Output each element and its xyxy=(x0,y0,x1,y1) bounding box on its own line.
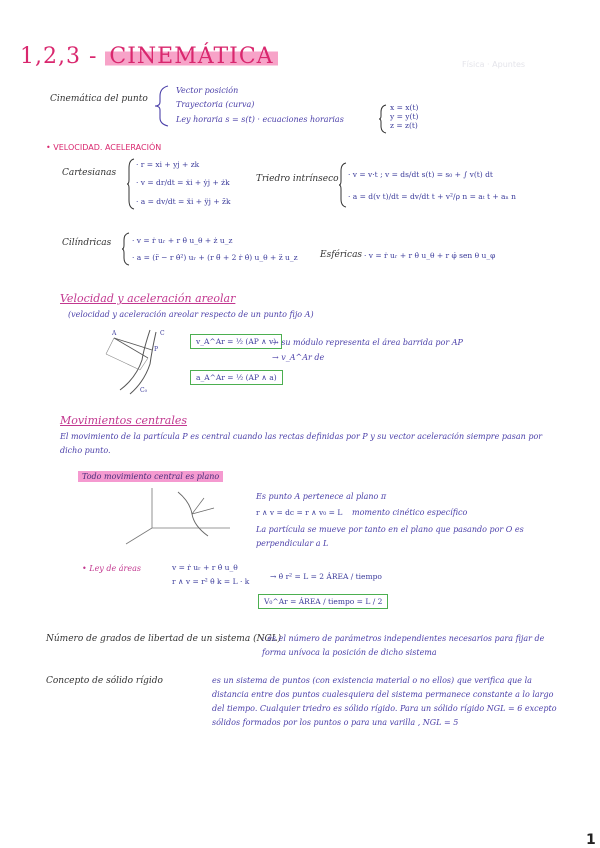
central-punto: Es punto A pertenece al plano π xyxy=(256,492,387,501)
brace-cilindricas xyxy=(121,232,131,266)
page-title xyxy=(20,44,278,69)
cart-eq-2: · a = dv/dt = ẍi + ÿj + z̈k xyxy=(136,197,231,206)
brace-coords xyxy=(378,104,388,134)
areolar-desc: (velocidad y aceleración areolar respecto de un punto fijo A) xyxy=(68,310,314,319)
areas-label: • Ley de áreas xyxy=(82,564,141,573)
triedro-eq-0: · v = v·t ; v = ds/dt s(t) = s₀ + ∫ v(t) dt xyxy=(348,170,493,179)
fig-label-c0: C₀ xyxy=(140,387,147,394)
vel-acel-heading: • VELOCIDAD. ACELERACIÓN xyxy=(46,143,162,152)
solido-desc: es un sistema de puntos (con existencia material o no ellos) que verifica que la distancia entre dos puntos cualesquiera del sistema permanece constante a lo largo del tiempo. Cualquier triedro es sólido rígido. Para un sólido rígido NGL = 6 excepto sólidos formados por los puntos o para una varilla , NGL = 5 xyxy=(212,676,557,727)
title-number: 1,2,3 - xyxy=(20,44,98,69)
cart-eq-1: · v = dr/dt = ẋi + ẏj + żk xyxy=(136,178,230,187)
central-momento-desc: La partícula se mueve por tanto en el plano que pasando por O es perpendicular a L xyxy=(256,525,524,548)
ngl-desc: : es el número de parámetros independientes necesarios para fijar de forma unívoca la posición de dicho sistema xyxy=(262,634,545,657)
coord-x: x = x(t) xyxy=(390,103,419,112)
cinematica-punto-label: Cinemática del punto xyxy=(50,94,148,104)
areolar-heading: Velocidad y aceleración areolar xyxy=(60,292,236,305)
areolar-vel-note: → su módulo representa el área barrida por AP xyxy=(272,338,463,347)
cil-eq-0: · v = ṙ uᵣ + r θ̇ u_θ + ż u_z xyxy=(132,236,233,245)
page-number: 1 xyxy=(586,832,596,848)
title-word: CINEMÁTICA xyxy=(105,44,277,69)
ghost-header: Física · Apuntes xyxy=(462,60,526,69)
brace-punto xyxy=(152,84,174,128)
plano-label-wrap xyxy=(78,472,223,481)
areas-result: → θ̇ r² = L = 2 ÁREA / tiempo xyxy=(270,572,382,581)
areolar-vel-note2: → v_A^Ar de xyxy=(272,353,325,362)
cil-eq-1: · a = (r̈ − r θ̇²) uᵣ + (r θ̈ + 2 ṙ θ̇) u_θ + z̈ u_z xyxy=(132,253,298,262)
fig-label-p: P xyxy=(154,346,159,353)
cilindricas-label: Cilíndricas xyxy=(62,238,112,248)
punto-item-2: Ley horaria s = s(t) · ecuaciones horarias xyxy=(176,115,344,124)
solido-label: Concepto de sólido rígido xyxy=(46,676,163,686)
cartesianas-label: Cartesianas xyxy=(62,168,117,178)
brace-triedro xyxy=(338,162,348,208)
coord-z: z = z(t) xyxy=(390,121,418,130)
central-desc: El movimiento de la partícula P es central cuando las rectas definidas por P y su vector aceleración siempre pasan por dicho punto. xyxy=(60,432,543,455)
triedro-label: Triedro intrínseco xyxy=(256,174,339,184)
areas-eq-0: v = ṙ uᵣ + r θ̇ u_θ xyxy=(172,563,238,572)
punto-item-0: Vector posición xyxy=(176,86,239,95)
areolar-vel-eq: v_A^Ar = ½ (AP ∧ v) xyxy=(190,334,282,349)
plano-label: Todo movimiento central es plano xyxy=(78,471,223,482)
central-momento-eq: r ∧ v = dc = r ∧ v₀ = L xyxy=(256,508,343,517)
esfericas-label: Esféricas xyxy=(320,250,363,260)
central-momento-note: momento cinético específico xyxy=(352,508,468,517)
areolar-acel-eq: a_A^Ar = ½ (AP ∧ a) xyxy=(190,370,283,385)
triedro-eq-1: · a = d(v t)/dt = dv/dt t + v²/ρ n = aₜ t + aₙ n xyxy=(348,192,516,201)
esf-eq: · v = ṙ uᵣ + r θ̇ u_θ + r φ̇ sen θ u_φ xyxy=(364,251,496,260)
brace-cartesianas xyxy=(126,158,136,210)
areas-box-eq: V₀^Ar = ÁREA / tiempo = L / 2 xyxy=(258,594,388,609)
cart-eq-0: · r = xi + yj + zk xyxy=(136,160,200,169)
ngl-label: Número de grados de libertad de un sistema (NGL) xyxy=(46,634,282,644)
fig-label-c: C xyxy=(160,330,165,337)
fig-label-a: A xyxy=(112,330,117,337)
coord-y: y = y(t) xyxy=(390,112,419,121)
punto-item-1: Trayectoria (curva) xyxy=(176,100,255,109)
central-figure xyxy=(122,484,242,548)
central-heading: Movimientos centrales xyxy=(60,414,188,427)
areas-eq-1: r ∧ v = r² θ̇ k = L · k xyxy=(172,577,250,586)
